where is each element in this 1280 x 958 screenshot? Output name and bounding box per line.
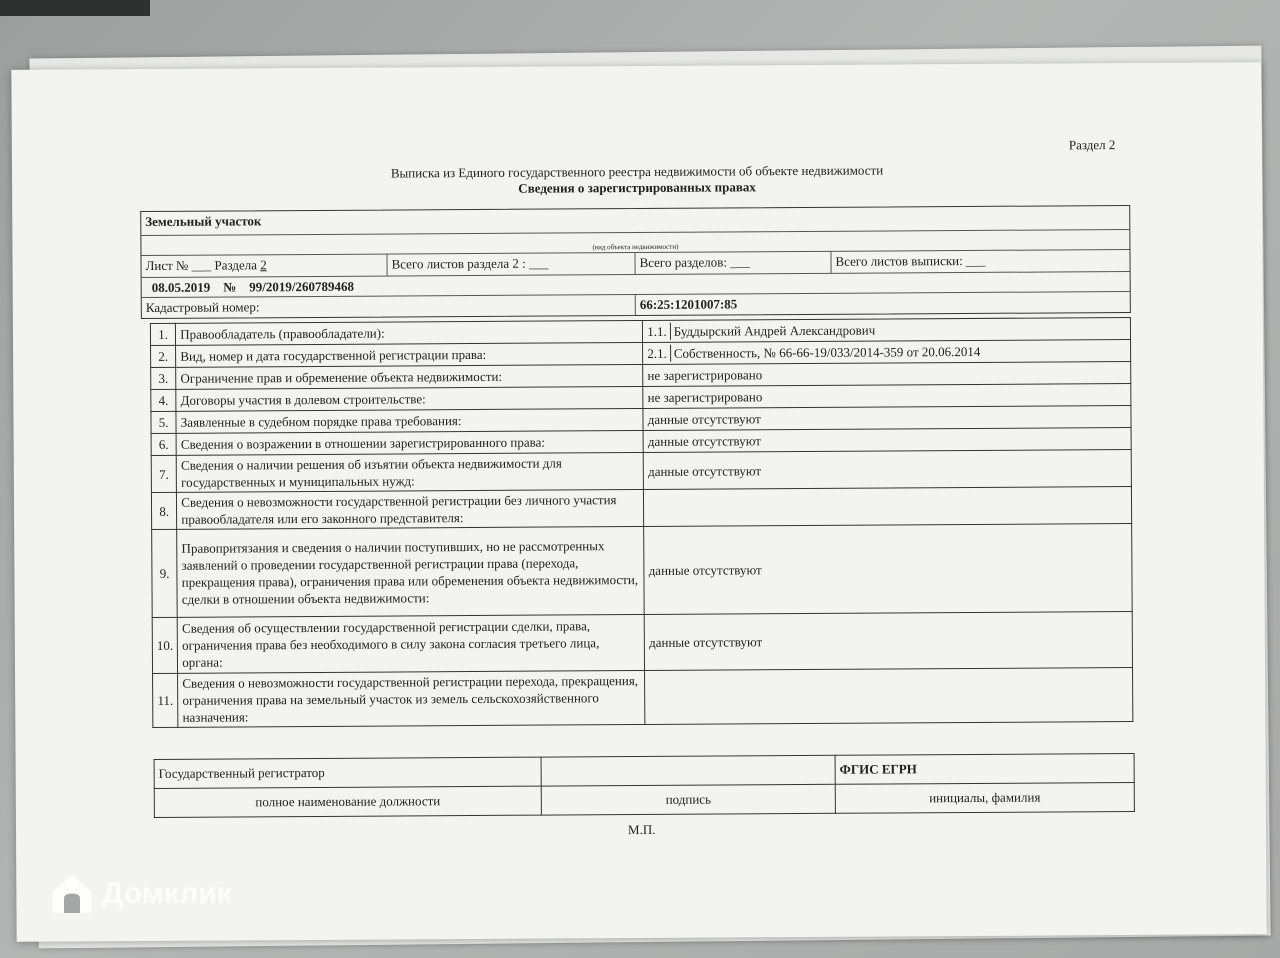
- row-sub-number: 2.1.: [647, 345, 671, 362]
- row-sub-number: 1.1.: [647, 323, 671, 340]
- table-row: [153, 667, 1133, 727]
- header-table: [140, 205, 1131, 319]
- row-label: Сведения о невозможности государственной регистрации без личного участия правообладателя или его законного представителя:: [177, 489, 644, 529]
- row-value: данные отсутствуют: [647, 411, 761, 427]
- table-row: [152, 611, 1132, 673]
- row-number: 7.: [151, 455, 176, 492]
- row-value-cell: [643, 427, 1131, 452]
- number-label: №: [223, 279, 237, 295]
- object-type-caption: (вид объекта недвижимости): [592, 242, 679, 252]
- section-of-value: 2: [260, 257, 267, 273]
- row-value-cell: [643, 449, 1131, 489]
- sheets-in-section-value: 2 : ___: [512, 255, 549, 271]
- document-subtitle: Сведения о зарегистрированных правах: [518, 179, 756, 196]
- row-number: 11.: [153, 673, 179, 727]
- row-value: данные отсутствуют: [647, 433, 761, 449]
- stamp-label: М.П.: [627, 821, 656, 838]
- section-label: Раздел 2: [1068, 137, 1116, 153]
- rights-table: [150, 317, 1133, 728]
- row-label: Ограничение прав и обременение объекта недвижимости:: [176, 364, 643, 389]
- row-label: Заявленные в судебном порядке права требования:: [176, 408, 643, 433]
- position-caption: полное наименование должности: [154, 786, 541, 817]
- row-number: 4.: [151, 389, 176, 411]
- document-date: 08.05.2019: [151, 279, 211, 295]
- row-label: Сведения о наличии решения об изъятии объекта недвижимости для государственных и муниципальных нужд:: [176, 452, 643, 492]
- sheet-value: ___: [191, 257, 212, 273]
- watermark: [50, 872, 232, 916]
- row-number: 2.: [151, 345, 176, 367]
- row-value: не зарегистрировано: [647, 367, 763, 383]
- name-caption: инициалы, фамилия: [835, 782, 1134, 813]
- row-label: Вид, номер и дата государственной регистрации права:: [176, 342, 643, 367]
- sheet-label: Лист №: [145, 257, 189, 274]
- row-number: 3.: [151, 367, 176, 389]
- cadastral-number: 66:25:1201007:85: [639, 296, 738, 312]
- section-of-label: Раздела: [214, 257, 258, 273]
- row-value-cell: [643, 339, 1131, 364]
- total-sections-value: ___: [730, 254, 750, 270]
- row-value-cell: [643, 317, 1131, 342]
- total-sections-cell: [635, 252, 831, 274]
- row-number: 10.: [152, 617, 178, 673]
- cadastral-label: Кадастровый номер:: [142, 295, 636, 318]
- table-row: [152, 523, 1133, 617]
- row-value: данные отсутствуют: [649, 634, 763, 650]
- total-sheets-label: Всего листов выписки:: [835, 253, 963, 269]
- row-value-cell: [643, 405, 1131, 430]
- document-title: Выписка из Единого государственного реестра недвижимости об объекте недвижимости: [390, 162, 884, 181]
- table-row: [151, 449, 1131, 492]
- total-sections-label: Всего разделов:: [639, 254, 728, 270]
- row-value-cell: [644, 611, 1132, 670]
- document-sheet: [11, 62, 1266, 942]
- row-value: данные отсутствуют: [648, 462, 762, 479]
- object-type: Земельный участок: [145, 213, 262, 230]
- registrar-label: Государственный регистратор: [154, 757, 541, 788]
- signature-caption: подпись: [541, 784, 835, 815]
- signature-blank: [541, 755, 835, 786]
- row-number: 1.: [150, 323, 175, 345]
- row-value: Собственность, № 66-66-19/033/2014-359 от 20.06.2014: [673, 343, 981, 361]
- sheet-number-cell: [141, 255, 387, 278]
- document-number: 99/2019/260789468: [249, 278, 355, 295]
- total-sheets-cell: [831, 250, 1128, 273]
- total-sheets-value: ___: [965, 252, 986, 268]
- row-value-cell: [644, 523, 1132, 614]
- row-label: Сведения о возражении в отношении зарегистрированного права:: [176, 430, 643, 455]
- system-label: ФГИС ЕГРН: [835, 753, 1134, 784]
- row-number: 8.: [151, 492, 176, 529]
- sheets-in-section-cell: [387, 253, 635, 276]
- table-row: [151, 486, 1131, 529]
- row-number: 6.: [151, 433, 176, 455]
- row-value-cell: [643, 361, 1131, 386]
- watermark-text: Домклик: [102, 877, 232, 910]
- row-value-cell: [644, 486, 1132, 526]
- row-label: Сведения об осуществлении государственной регистрации сделки, права, ограничения права без необходимого в силу закона согласия третьего лица, органа:: [177, 614, 644, 673]
- row-value: данные отсутствуют: [648, 562, 762, 578]
- row-label: Правообладатель (правообладатели):: [176, 320, 643, 345]
- row-value: Буддырский Андрей Александрович: [673, 322, 876, 339]
- row-value-cell: [645, 667, 1133, 724]
- row-number: 9.: [152, 529, 178, 617]
- sheets-in-section-label: Всего листов раздела: [391, 255, 510, 272]
- row-value: не зарегистрировано: [647, 389, 763, 405]
- row-value-cell: [643, 383, 1131, 408]
- row-label: Правопритязания и сведения о наличии поступивших, но не рассмотренных заявлений о проведении государственной регистрации права (перехода, прекращения права), ограничения права или обременения объекта недвижимости, сделки в отношении объекта недвижимости:: [177, 526, 645, 617]
- signature-table: [154, 753, 1135, 818]
- row-label: Сведения о невозможности государственной регистрации перехода, прекращения, ограничения права на земельный участок из земель сельскохозяйственного назначения:: [178, 670, 645, 727]
- row-number: 5.: [151, 411, 176, 433]
- row-label: Договоры участия в долевом строительстве:: [176, 386, 643, 411]
- background-object: [0, 0, 150, 16]
- house-icon: [50, 872, 94, 916]
